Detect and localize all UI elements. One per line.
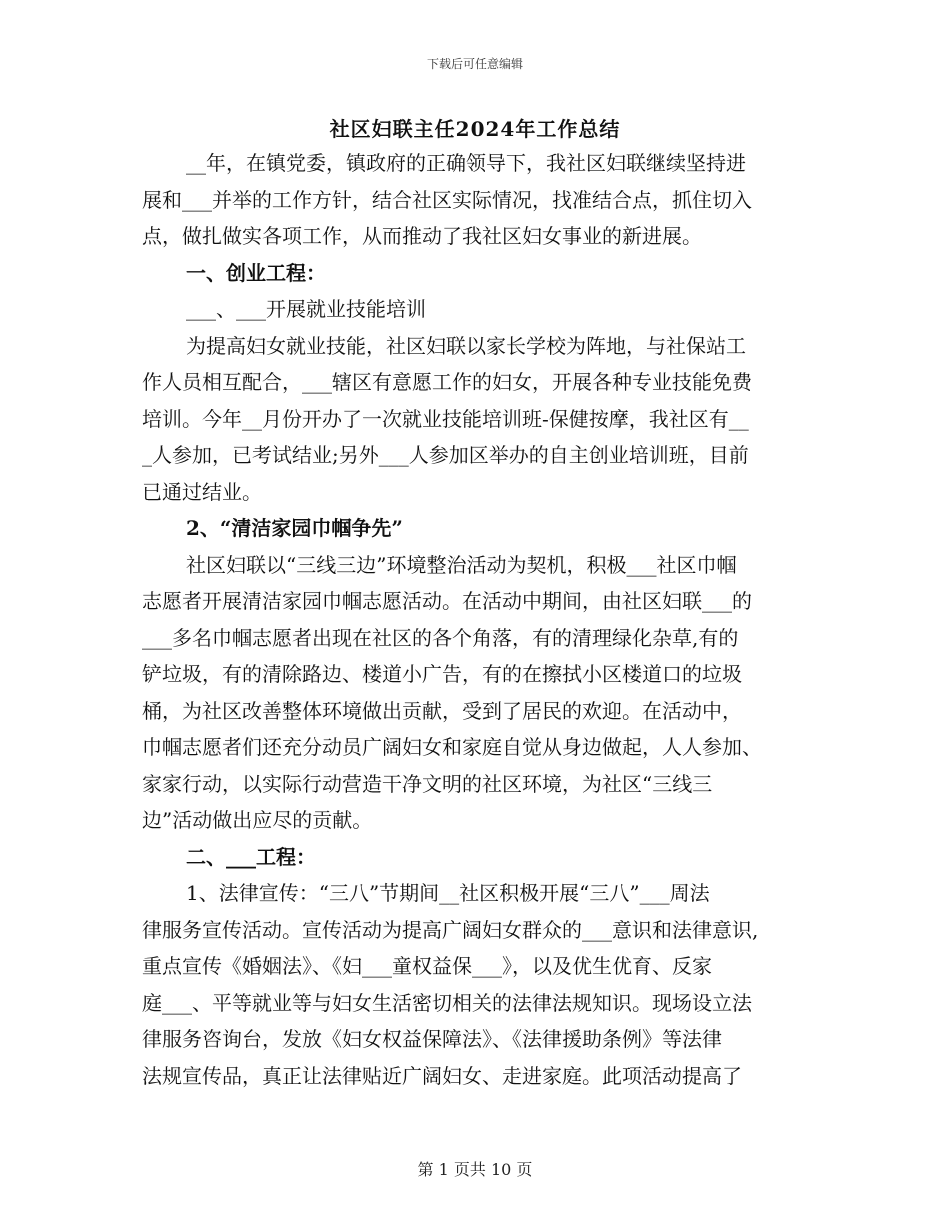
paragraph-line: ___、___开展就业技能培训 xyxy=(186,297,426,321)
paragraph-line: _人参加，已考试结业;另外___人参加区举办的自主创业培训班，目前 xyxy=(142,443,749,467)
paragraph-line: 培训。今年__月份开办了一次就业技能培训班-保健按摩，我社区有__ xyxy=(142,406,749,431)
paragraph-line: 作人员相互配合，___辖区有意愿工作的妇女，开展各种专业技能免费 xyxy=(142,370,752,394)
paragraph-line: 志愿者开展清洁家园巾帼志愿活动。在活动中期间，由社区妇联___的 xyxy=(142,589,752,613)
paragraph-line: 庭___、平等就业等与妇女生活密切相关的法律法规知识。现场设立法 xyxy=(142,990,752,1015)
paragraph-line: 家家行动，以实际行动营造干净文明的社区环境，为社区“三线三 xyxy=(142,771,713,796)
header-note: 下载后可任意编辑 xyxy=(426,57,523,71)
paragraph-line: ___多名巾帼志愿者出现在社区的各个角落，有的清理绿化杂草,有的 xyxy=(142,625,739,650)
paragraph-line: 展和___并举的工作方针，结合社区实际情况，找准结合点，抓住切入 xyxy=(142,187,752,212)
paragraph-line: 法规宣传品，真正让法律贴近广阔妇女、走进家庭。此项活动提高了 xyxy=(142,1063,742,1088)
paragraph-line: 律服务宣传活动。宣传活动为提高广阔妇女群众的___意识和法律意识, xyxy=(142,917,759,942)
section-heading: 2、“清洁家园巾帼争先” xyxy=(186,516,403,540)
section-heading: 二、___工程： xyxy=(186,844,316,869)
paragraph-line: 铲垃圾，有的清除路边、楼道小广告，有的在擦拭小区楼道口的垃圾 xyxy=(142,662,742,686)
paragraph-line: 律服务咨询台，发放《妇女权益保障法》、《法律援助条例》等法律 xyxy=(142,1027,722,1051)
paragraph-line: 巾帼志愿者们还充分动员广阔妇女和家庭自觉从身边做起，人人参加、 xyxy=(142,735,762,759)
paragraph-line: 社区妇联以“三线三边”环境整治活动为契机，积极___社区巾帼 xyxy=(186,552,737,577)
paragraph-line: 1、法律宣传：“三八”节期间__社区积极开展“三八”___周法 xyxy=(186,881,710,905)
paragraph-line: 为提高妇女就业技能，社区妇联以家长学校为阵地，与社保站工 xyxy=(186,333,746,358)
document-title: 社区妇联主任2024年工作总结 xyxy=(329,117,621,141)
section-heading: 一、创业工程： xyxy=(186,260,326,285)
paragraph-line: 桶，为社区改善整体环境做出贡献，受到了居民的欢迎。在活动中， xyxy=(142,698,742,723)
paragraph-line: 重点宣传《婚姻法》、《妇___童权益保___》，以及优生优育、反家 xyxy=(142,954,712,978)
paragraph-line: __年，在镇党委，镇政府的正确领导下，我社区妇联继续坚持进 xyxy=(186,151,746,175)
document-body xyxy=(142,145,812,1094)
paragraph-line: 点，做扎做实各项工作，从而推动了我社区妇女事业的新进展。 xyxy=(142,224,702,248)
page-footer: 第 1 页共 10 页 xyxy=(417,1160,533,1179)
paragraph-line: 已通过结业。 xyxy=(142,479,262,504)
paragraph-line: 边”活动做出应尽的贡献。 xyxy=(142,808,373,832)
